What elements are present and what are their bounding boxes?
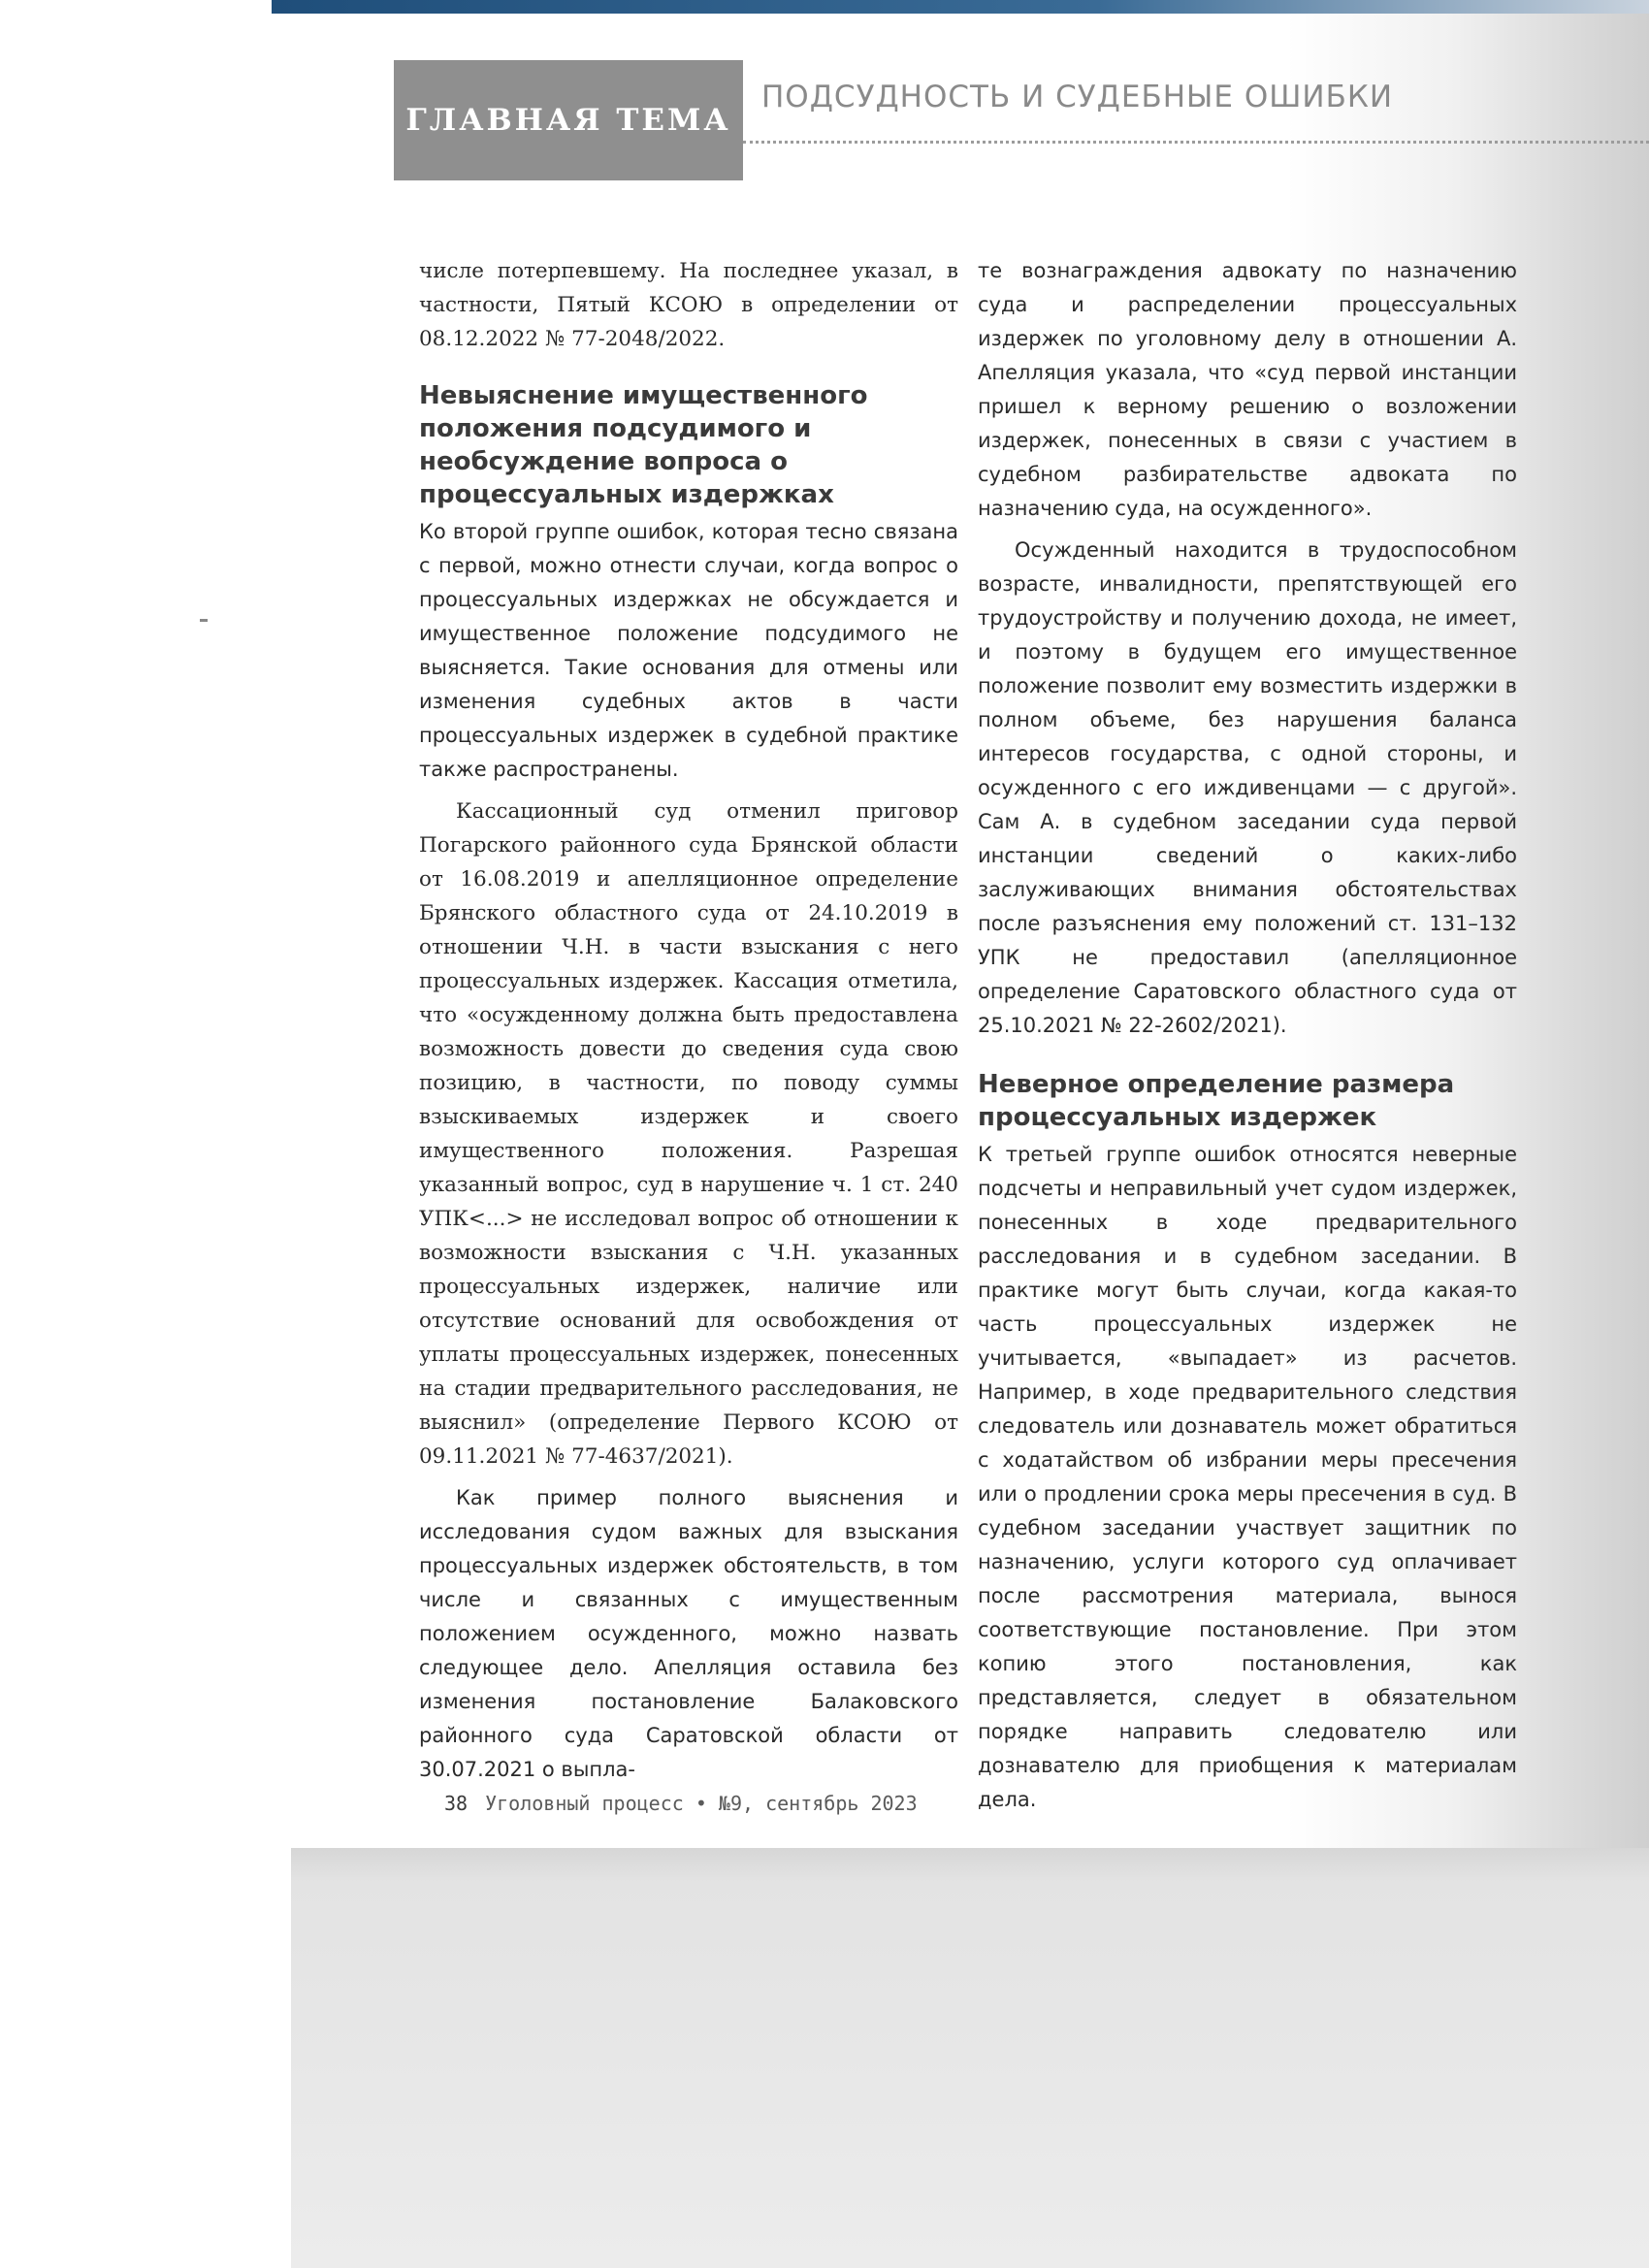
lead-paragraph: Ко второй группе ошибок, которая тесно связана с первой, можно отнести случаи, когда вопрос о процессуальных издержках не обсуждается и имущественное положение подсудимого не выясняется. Такие основания для отмены или изменения судебных актов в части процессуальных издержек в судебной практике также распространены. [419,520,958,781]
page-margin [0,0,291,2268]
section-label: ГЛАВНАЯ ТЕМА [405,103,731,138]
journal-info: Уголовный процесс • №9, сентябрь 2023 [485,1792,918,1815]
column-right [978,254,1517,1817]
paragraph: Осужденный находится в трудоспособном возрасте, инвалидности, препятствующей его трудоустройству и получению дохода, не имеет, и поэтому в будущем его имущественное положение позволит ему возместить издержки в полном объеме, без нарушения баланса интересов государства, с одной стороны, и осужденного с его иждивенцами — с другой». Сам А. в судебном заседании суда первой инстанции сведений о каких-либо заслуживающих внимания обстоятельствах после разъяснения ему положений ст. 131–132 УПК не предоставил (апелляционное определение Саратовского областного суда от 25.10.2021 № 22-2602/2021). [978,538,1517,1037]
page-footer [444,1792,918,1815]
paragraph: числе потерпевшему. На последнее указал, в частности, Пятый КСОЮ в определении от 08.12.2022 № 77-2048/2022. [419,259,958,351]
column-left [419,254,958,1787]
cover-edge [272,0,1649,14]
paragraph: Как пример полного выяснения и исследования судом важных для взыскания процессуальных издержек обстоятельств, в том числе и связанных с имущественным положением осужденного, можно назвать следующее дело. Апелляция оставила без изменения постановление Балаковского районного суда Саратовской области от 30.07.2021 о выпла- [419,1486,958,1781]
scan-mark [200,619,208,622]
section-heading: Неверное определение размера процессуальных издержек [978,1070,1455,1132]
paragraph: Кассационный суд отменил приговор Погарского районного суда Брянской области от 16.08.2019 и апелляционное определение Брянского областного суда от 24.10.2019 в отношении Ч.Н. в части взыскания с него процессуальных издержек. Кассация отметила, что «осужденному должна быть предоставлена возможность довести до сведения суда свою позицию, в частности, по поводу суммы взыскиваемых издержек и своего имущественного положения. Разрешая указанный вопрос, суд в нарушение ч. 1 ст. 240 УПК<...> не исследовал вопрос об отношении к возможности взыскания с Ч.Н. указанных процессуальных издержек, наличие или отсутствие оснований для освобождения от уплаты процессуальных издержек, понесенных на стадии предварительного расследования, не выяснил» (определение Первого КСОЮ от 09.11.2021 № 77-4637/2021). [419,799,958,1469]
section-label-box [394,60,743,180]
section-heading: Невыяснение имущественного положения подсудимого и необсуждение вопроса о процессуальных издержках [419,381,868,509]
lead-paragraph: К третьей группе ошибок относятся неверные подсчеты и неправильный учет судом издержек, понесенных в ходе предварительного расследования и в судебном заседании. В практике могут быть случаи, когда какая-то часть процессуальных издержек не учитывается, «выпадает» из расчетов. Например, в ходе предварительного следствия следователь или дознаватель может обратиться с ходатайством об избрании меры пресечения или о продлении срока меры пресечения в суд. В судебном заседании участвует защитник по назначению, услуги которого суд оплачивает после рассмотрения материала, вынося соответствующие постановление. При этом копию этого постановления, как представляется, следует в обязательном порядке направить следователю или дознавателю для приобщения к материалам дела. [978,1143,1517,1811]
header-dotted-rule [743,141,1649,144]
scan-background [291,1848,1649,2268]
topic-title: ПОДСУДНОСТЬ И СУДЕБНЫЕ ОШИБКИ [761,80,1394,114]
page-number: 38 [444,1792,469,1815]
paragraph: те вознаграждения адвокату по назначению суда и распределении процессуальных издержек по уголовному делу в отношении А. Апелляция указала, что «суд первой инстанции пришел к верному решению о возложении издержек, понесенных в связи с участием в судебном разбирательстве адвоката по назначению суда, на осужденного». [978,259,1517,520]
